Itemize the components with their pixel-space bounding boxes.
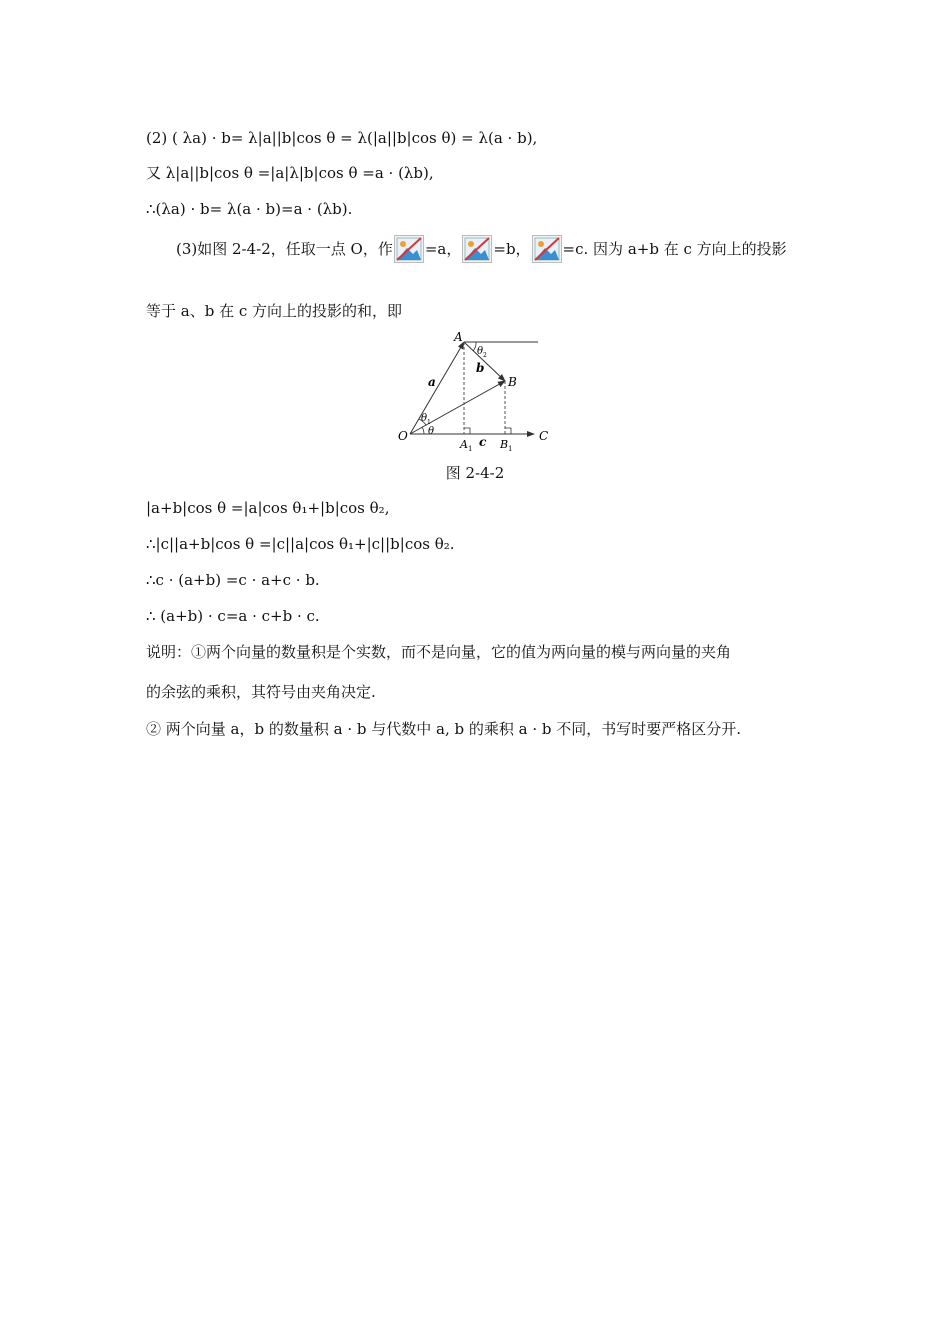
text-line-12: ② 两个向量 a，b 的数量积 a · b 与代数中 a, b 的乘积 a · b 不同，书写时要严格区分开. (146, 720, 742, 738)
label-B: B (508, 375, 517, 389)
label-O: O (398, 429, 408, 443)
text-line-1: (2) ( λa) · b= λ|a||b|cos θ = λ(|a||b|cos θ) = λ(a · b), (146, 129, 538, 147)
text-line-4-b: =a， (424, 240, 462, 258)
vector-b (464, 342, 505, 381)
broken-image-icon (532, 235, 562, 263)
angle-theta2-arc (473, 342, 476, 351)
label-theta1: θ (421, 413, 428, 424)
label-c: c (479, 435, 487, 449)
label-a: a (428, 375, 436, 389)
broken-image-icon (394, 235, 424, 263)
text-line-3: ∴(λa) · b= λ(a · b)=a · (λb). (146, 200, 353, 218)
text-line-11: 的余弦的乘积，其符号由夹角决定. (146, 683, 376, 701)
text-line-4-a: (3)如图 2-4-2，任取一点 O，作 (176, 240, 393, 258)
text-line-4 (176, 235, 787, 263)
right-angle-a1 (464, 428, 470, 434)
text-line-6: |a+b|cos θ =|a|cos θ₁+|b|cos θ₂, (146, 499, 390, 517)
label-B1-sub: 1 (508, 445, 513, 453)
vector-a (410, 342, 464, 434)
label-C: C (539, 429, 549, 443)
label-theta: θ (428, 426, 435, 437)
label-theta2: θ (477, 346, 484, 357)
text-line-9: ∴ (a+b) · c=a · c+b · c. (146, 607, 320, 625)
vector-a-plus-b (410, 381, 505, 434)
text-line-10: 说明：①两个向量的数量积是个实数，而不是向量，它的值为两向量的模与两向量的夹角 (146, 643, 732, 661)
label-B1: B (500, 438, 509, 451)
text-line-8: ∴c · (a+b) =c · a+c · b. (146, 571, 320, 589)
label-A: A (454, 330, 463, 344)
label-b: b (476, 361, 485, 375)
label-A1-sub: 1 (468, 445, 473, 453)
angle-theta-arc (422, 427, 424, 434)
label-theta2-sub: 2 (483, 352, 487, 359)
broken-image-icon (462, 235, 492, 263)
text-line-7: ∴|c||a+b|cos θ =|c||a|cos θ₁+|c||b|cos θ₂. (146, 535, 455, 553)
text-line-2: 又 λ|a||b|cos θ =|a|λ|b|cos θ =a · (λb), (146, 164, 434, 182)
right-angle-b1 (505, 428, 511, 434)
figure-caption: 图 2-4-2 (445, 464, 505, 482)
text-line-4-c: =b， (493, 240, 531, 258)
label-A1: A (460, 438, 468, 451)
vector-figure (390, 328, 560, 453)
text-line-5: 等于 a、b 在 c 方向上的投影的和，即 (146, 302, 403, 320)
label-theta1-sub: 1 (427, 419, 431, 426)
text-line-4-d: =c. 因为 a+b 在 c 方向上的投影 (562, 240, 787, 258)
